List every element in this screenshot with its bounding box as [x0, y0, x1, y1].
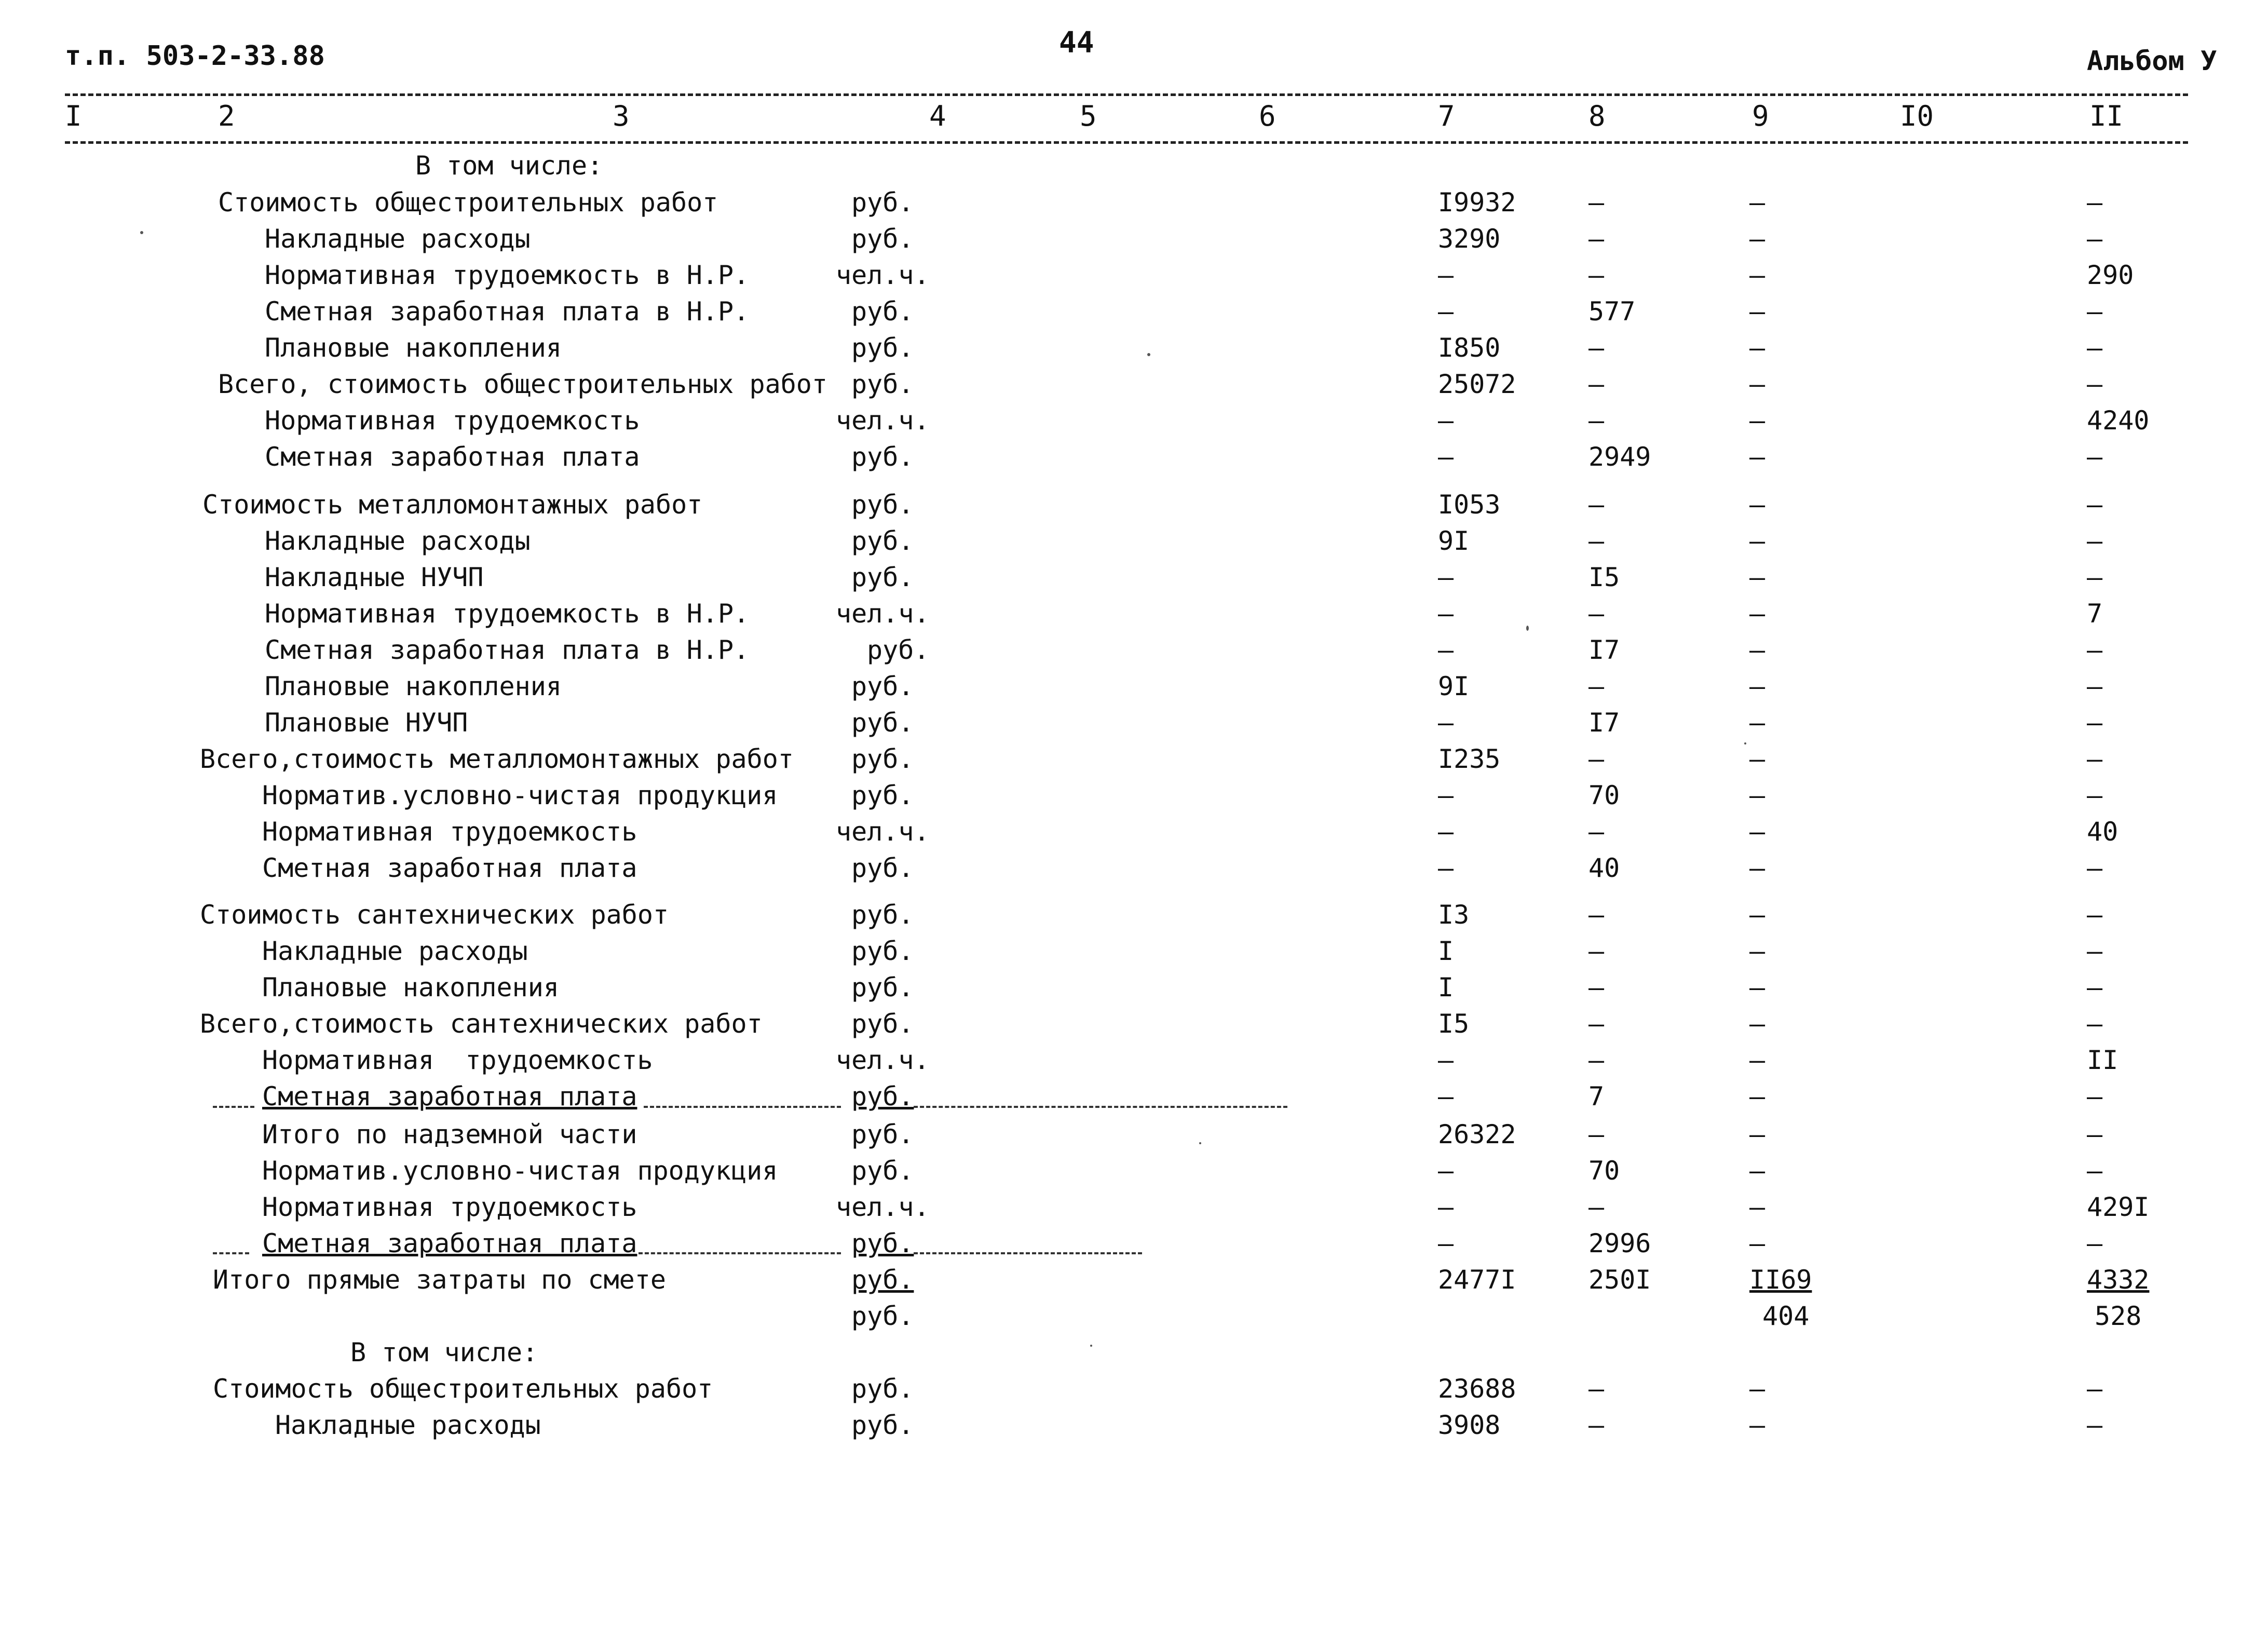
cell-col11: –: [2087, 369, 2103, 399]
cell-col11: –: [2087, 936, 2103, 966]
row-label: Всего, стоимость общестроительных работ: [218, 369, 827, 399]
cell-col8: –: [1588, 526, 1605, 556]
table-row: [0, 1225, 2268, 1262]
cell-col7: –: [1438, 1156, 1454, 1186]
cell-col7: I053: [1438, 490, 1501, 520]
table-row: [0, 1189, 2268, 1225]
cell-col8: I5: [1588, 562, 1620, 592]
column-number-3: 3: [613, 100, 630, 132]
cell-col9: –: [1749, 369, 1765, 399]
table-row: [0, 559, 2268, 595]
cell-col11: II: [2087, 1045, 2118, 1075]
cell-col7: 9I: [1438, 671, 1470, 701]
cell-col7: 9I: [1438, 526, 1470, 556]
cell-col8: –: [1588, 1119, 1605, 1149]
cell-col9: –: [1749, 1374, 1765, 1404]
cell-col8: I7: [1588, 708, 1620, 738]
cell-col7: I235: [1438, 744, 1501, 774]
row-label: Нормативная трудоемкость: [265, 405, 640, 436]
row-label: Сметная заработная плата: [262, 1081, 637, 1112]
row-unit: руб.: [851, 526, 914, 556]
cell-col11: 429I: [2087, 1192, 2150, 1222]
cell-col11: 528: [2095, 1301, 2142, 1331]
row-label: Накладные НУЧП: [265, 562, 484, 592]
cell-col9: –: [1749, 526, 1765, 556]
cell-col9: –: [1749, 1156, 1765, 1186]
row-unit: руб.: [851, 744, 914, 774]
row-label: Накладные расходы: [265, 224, 531, 254]
cell-col9: –: [1749, 671, 1765, 701]
cell-col7: 2477I: [1438, 1265, 1516, 1295]
cell-col7: –: [1438, 296, 1454, 327]
cell-col7: –: [1438, 442, 1454, 472]
dashed-leader: [213, 1106, 254, 1108]
cell-col11: –: [2087, 635, 2103, 665]
cell-col11: –: [2087, 972, 2103, 1003]
cell-col8: –: [1588, 1410, 1605, 1440]
table-row: [0, 523, 2268, 559]
row-unit: руб.: [851, 490, 914, 520]
row-label: Сметная заработная плата: [265, 442, 640, 472]
cell-col9: –: [1749, 936, 1765, 966]
row-unit: чел.ч.: [836, 260, 930, 290]
cell-col11: –: [2087, 1009, 2103, 1039]
row-label: Нормативная трудоемкость: [262, 1045, 653, 1075]
cell-col7: –: [1438, 260, 1454, 290]
row-label: Нормативная трудоемкость в Н.Р.: [265, 599, 750, 629]
cell-col7: –: [1438, 853, 1454, 883]
cell-col7: I5: [1438, 1009, 1470, 1039]
table-row: [0, 777, 2268, 814]
table-row: [0, 1042, 2268, 1078]
table-row: [0, 402, 2268, 439]
row-unit: руб.: [851, 224, 914, 254]
cell-col8: –: [1588, 260, 1605, 290]
cell-col9: –: [1749, 224, 1765, 254]
cell-col9: –: [1749, 1081, 1765, 1112]
cell-col7: I3: [1438, 900, 1470, 930]
cell-col8: 70: [1588, 1156, 1620, 1186]
row-unit: руб.: [867, 635, 930, 665]
cell-col8: –: [1588, 972, 1605, 1003]
cell-col11: 40: [2087, 817, 2118, 847]
row-unit: руб.: [851, 671, 914, 701]
table-row: [0, 933, 2268, 969]
cell-col9: –: [1749, 296, 1765, 327]
table-row: [0, 969, 2268, 1006]
cell-col8: –: [1588, 900, 1605, 930]
cell-col7: 26322: [1438, 1119, 1516, 1149]
row-label: Сметная заработная плата в Н.Р.: [265, 296, 750, 327]
cell-col11: –: [2087, 1374, 2103, 1404]
cell-col9: –: [1749, 853, 1765, 883]
cell-col9: –: [1749, 1192, 1765, 1222]
table-row: [0, 632, 2268, 668]
cell-col9: –: [1749, 972, 1765, 1003]
row-label: Норматив.условно-чистая продукция: [262, 1156, 778, 1186]
row-unit: руб.: [851, 187, 914, 218]
table-row: [0, 1371, 2268, 1407]
cell-col9: II69: [1749, 1265, 1812, 1295]
cell-col8: –: [1588, 1009, 1605, 1039]
row-label: Плановые накопления: [265, 671, 562, 701]
cell-col9: –: [1749, 780, 1765, 810]
scan-speck: [1199, 1142, 1201, 1144]
cell-col11: –: [2087, 900, 2103, 930]
cell-col7: –: [1438, 708, 1454, 738]
column-number-9: 9: [1752, 100, 1769, 132]
cell-col8: I7: [1588, 635, 1620, 665]
cell-col8: –: [1588, 599, 1605, 629]
row-unit: руб.: [851, 1081, 914, 1112]
cell-col9: –: [1749, 405, 1765, 436]
cell-col8: 70: [1588, 780, 1620, 810]
table-row: [0, 257, 2268, 293]
cell-col11: –: [2087, 1156, 2103, 1186]
cell-col11: –: [2087, 708, 2103, 738]
row-label: Нормативная трудоемкость в Н.Р.: [265, 260, 750, 290]
row-label: Накладные расходы: [262, 936, 528, 966]
cell-col11: –: [2087, 1228, 2103, 1258]
cell-col9: –: [1749, 1410, 1765, 1440]
cell-col9: –: [1749, 260, 1765, 290]
column-number-5: 5: [1080, 100, 1097, 132]
row-unit: руб.: [851, 1265, 914, 1295]
header-rule-top: [65, 93, 2188, 96]
row-unit: чел.ч.: [836, 405, 930, 436]
dashed-leader: [639, 1252, 841, 1254]
table-row: [0, 293, 2268, 330]
row-unit: руб.: [851, 1410, 914, 1440]
scan-speck: [1090, 1345, 1092, 1347]
cell-col8: 577: [1588, 296, 1636, 327]
cell-col7: I: [1438, 936, 1454, 966]
scan-speck: [1744, 742, 1746, 744]
cell-col11: –: [2087, 526, 2103, 556]
cell-col9: –: [1749, 490, 1765, 520]
scan-speck: [1147, 353, 1150, 356]
dashed-leader: [914, 1106, 1287, 1108]
row-label: В том числе:: [350, 1337, 538, 1367]
cell-col9: –: [1749, 599, 1765, 629]
row-unit: руб.: [851, 780, 914, 810]
table-row: [0, 814, 2268, 850]
cell-col11: –: [2087, 671, 2103, 701]
cell-col7: –: [1438, 780, 1454, 810]
cell-col9: –: [1749, 333, 1765, 363]
row-unit: руб.: [851, 853, 914, 883]
scan-speck: [1526, 626, 1529, 631]
row-label: В том числе:: [415, 151, 603, 181]
cell-col8: –: [1588, 333, 1605, 363]
header-rule-bottom: [65, 141, 2188, 144]
row-unit: руб.: [851, 1119, 914, 1149]
cell-col9: –: [1749, 635, 1765, 665]
cell-col11: –: [2087, 1081, 2103, 1112]
cell-col8: –: [1588, 405, 1605, 436]
row-unit: руб.: [851, 442, 914, 472]
table-row: [0, 1006, 2268, 1042]
table-row: [0, 330, 2268, 366]
cell-col7: 3290: [1438, 224, 1501, 254]
table-row: [0, 897, 2268, 933]
table-row: [0, 1078, 2268, 1115]
table-row: [0, 1262, 2268, 1298]
cell-col9: –: [1749, 708, 1765, 738]
album-label: Альбом У: [2087, 46, 2217, 77]
cell-col9: –: [1749, 744, 1765, 774]
column-number-11: II: [2089, 100, 2124, 132]
row-unit: руб.: [851, 1156, 914, 1186]
row-label: Норматив.условно-чистая продукция: [262, 780, 778, 810]
cell-col8: –: [1588, 936, 1605, 966]
cell-col11: 7: [2087, 599, 2103, 629]
cell-col8: 40: [1588, 853, 1620, 883]
column-number-2: 2: [218, 100, 235, 132]
cell-col8: 7: [1588, 1081, 1605, 1112]
table-row: [0, 486, 2268, 523]
cell-col8: –: [1588, 369, 1605, 399]
cell-col8: –: [1588, 187, 1605, 218]
row-label: Стоимость сантехнических работ: [200, 900, 669, 930]
table-row: [0, 1334, 2268, 1371]
cell-col7: –: [1438, 1081, 1454, 1112]
table-row: [0, 741, 2268, 777]
cell-col8: –: [1588, 817, 1605, 847]
row-unit: руб.: [851, 333, 914, 363]
table-row: [0, 184, 2268, 221]
cell-col7: –: [1438, 562, 1454, 592]
cell-col11: –: [2087, 1119, 2103, 1149]
cell-col8: –: [1588, 744, 1605, 774]
cell-col7: I850: [1438, 333, 1501, 363]
cell-col9: –: [1749, 1119, 1765, 1149]
cell-col8: –: [1588, 671, 1605, 701]
cell-col11: –: [2087, 224, 2103, 254]
cell-col7: –: [1438, 817, 1454, 847]
row-label: Сметная заработная плата: [262, 853, 637, 883]
cell-col7: –: [1438, 599, 1454, 629]
cell-col9: –: [1749, 1045, 1765, 1075]
cell-col9: 404: [1762, 1301, 1810, 1331]
row-unit: руб.: [851, 1009, 914, 1039]
row-unit: руб.: [851, 900, 914, 930]
row-unit: чел.ч.: [836, 1192, 930, 1222]
table-row: [0, 221, 2268, 257]
row-unit: чел.ч.: [836, 817, 930, 847]
cell-col9: –: [1749, 442, 1765, 472]
cell-col9: –: [1749, 562, 1765, 592]
row-label: Плановые накопления: [262, 972, 559, 1003]
row-label: Нормативная трудоемкость: [262, 1192, 637, 1222]
cell-col11: –: [2087, 744, 2103, 774]
cell-col11: –: [2087, 442, 2103, 472]
table-row: [0, 439, 2268, 475]
cell-col9: –: [1749, 1009, 1765, 1039]
cell-col9: –: [1749, 900, 1765, 930]
cell-col9: –: [1749, 1228, 1765, 1258]
row-label: Накладные расходы: [265, 526, 531, 556]
cell-col11: –: [2087, 562, 2103, 592]
row-label: Плановые накопления: [265, 333, 562, 363]
cell-col8: –: [1588, 224, 1605, 254]
page-number: 44: [1059, 26, 1094, 60]
cell-col8: –: [1588, 490, 1605, 520]
column-number-8: 8: [1588, 100, 1606, 132]
row-unit: руб.: [851, 1374, 914, 1404]
column-number-6: 6: [1259, 100, 1276, 132]
cell-col7: 25072: [1438, 369, 1516, 399]
cell-col7: 23688: [1438, 1374, 1516, 1404]
cell-col11: –: [2087, 780, 2103, 810]
row-label: Итого по надземной части: [262, 1119, 637, 1149]
cell-col11: –: [2087, 490, 2103, 520]
row-unit: руб.: [851, 369, 914, 399]
cell-col11: 4332: [2087, 1265, 2150, 1295]
row-unit: руб.: [851, 936, 914, 966]
cell-col11: 290: [2087, 260, 2134, 290]
table-row: [0, 705, 2268, 741]
cell-col8: –: [1588, 1374, 1605, 1404]
row-unit: чел.ч.: [836, 599, 930, 629]
row-label: Итого прямые затраты по смете: [213, 1265, 666, 1295]
cell-col8: 250I: [1588, 1265, 1651, 1295]
cell-col7: I: [1438, 972, 1454, 1003]
row-label: Стоимость металломонтажных работ: [202, 490, 703, 520]
table-row: [0, 1298, 2268, 1334]
column-number-1: I: [65, 100, 82, 132]
row-unit: руб.: [851, 1228, 914, 1258]
document-code: т.п. 503-2-33.88: [65, 40, 325, 72]
cell-col7: –: [1438, 635, 1454, 665]
column-number-10: I0: [1900, 100, 1934, 132]
cell-col7: –: [1438, 1228, 1454, 1258]
row-label: Сметная заработная плата в Н.Р.: [265, 635, 750, 665]
cell-col11: –: [2087, 296, 2103, 327]
column-number-4: 4: [929, 100, 946, 132]
table-row: [0, 850, 2268, 886]
row-label: Всего,стоимость сантехнических работ: [200, 1009, 763, 1039]
cell-col9: –: [1749, 187, 1765, 218]
row-label: Всего,стоимость металломонтажных работ: [200, 744, 794, 774]
table-row: [0, 668, 2268, 705]
table-row: [0, 1407, 2268, 1443]
cell-col7: –: [1438, 1192, 1454, 1222]
row-unit: руб.: [851, 1301, 914, 1331]
cell-col8: 2996: [1588, 1228, 1651, 1258]
table-row: [0, 1153, 2268, 1189]
scan-speck: [140, 231, 143, 234]
cell-col7: I9932: [1438, 187, 1516, 218]
row-label: Сметная заработная плата: [262, 1228, 637, 1258]
cell-col11: –: [2087, 1410, 2103, 1440]
row-unit: руб.: [851, 296, 914, 327]
row-unit: руб.: [851, 562, 914, 592]
cell-col9: –: [1749, 817, 1765, 847]
row-label: Стоимость общестроительных работ: [218, 187, 718, 218]
row-label: Плановые НУЧП: [265, 708, 468, 738]
cell-col11: –: [2087, 333, 2103, 363]
cell-col8: –: [1588, 1192, 1605, 1222]
cell-col11: –: [2087, 853, 2103, 883]
row-label: Накладные расходы: [275, 1410, 541, 1440]
row-label: Стоимость общестроительных работ: [213, 1374, 713, 1404]
row-unit: руб.: [851, 972, 914, 1003]
cell-col8: 2949: [1588, 442, 1651, 472]
row-unit: чел.ч.: [836, 1045, 930, 1075]
cell-col8: –: [1588, 1045, 1605, 1075]
table-row: [0, 1116, 2268, 1153]
dashed-leader: [213, 1252, 249, 1254]
row-label: Нормативная трудоемкость: [262, 817, 637, 847]
cell-col7: –: [1438, 1045, 1454, 1075]
cell-col7: –: [1438, 405, 1454, 436]
table-row: [0, 366, 2268, 402]
cell-col7: 3908: [1438, 1410, 1501, 1440]
dashed-leader: [644, 1106, 841, 1108]
row-unit: руб.: [851, 708, 914, 738]
column-number-7: 7: [1438, 100, 1455, 132]
cell-col11: –: [2087, 187, 2103, 218]
cell-col11: 4240: [2087, 405, 2150, 436]
table-row: [0, 595, 2268, 632]
dashed-leader: [914, 1252, 1142, 1254]
